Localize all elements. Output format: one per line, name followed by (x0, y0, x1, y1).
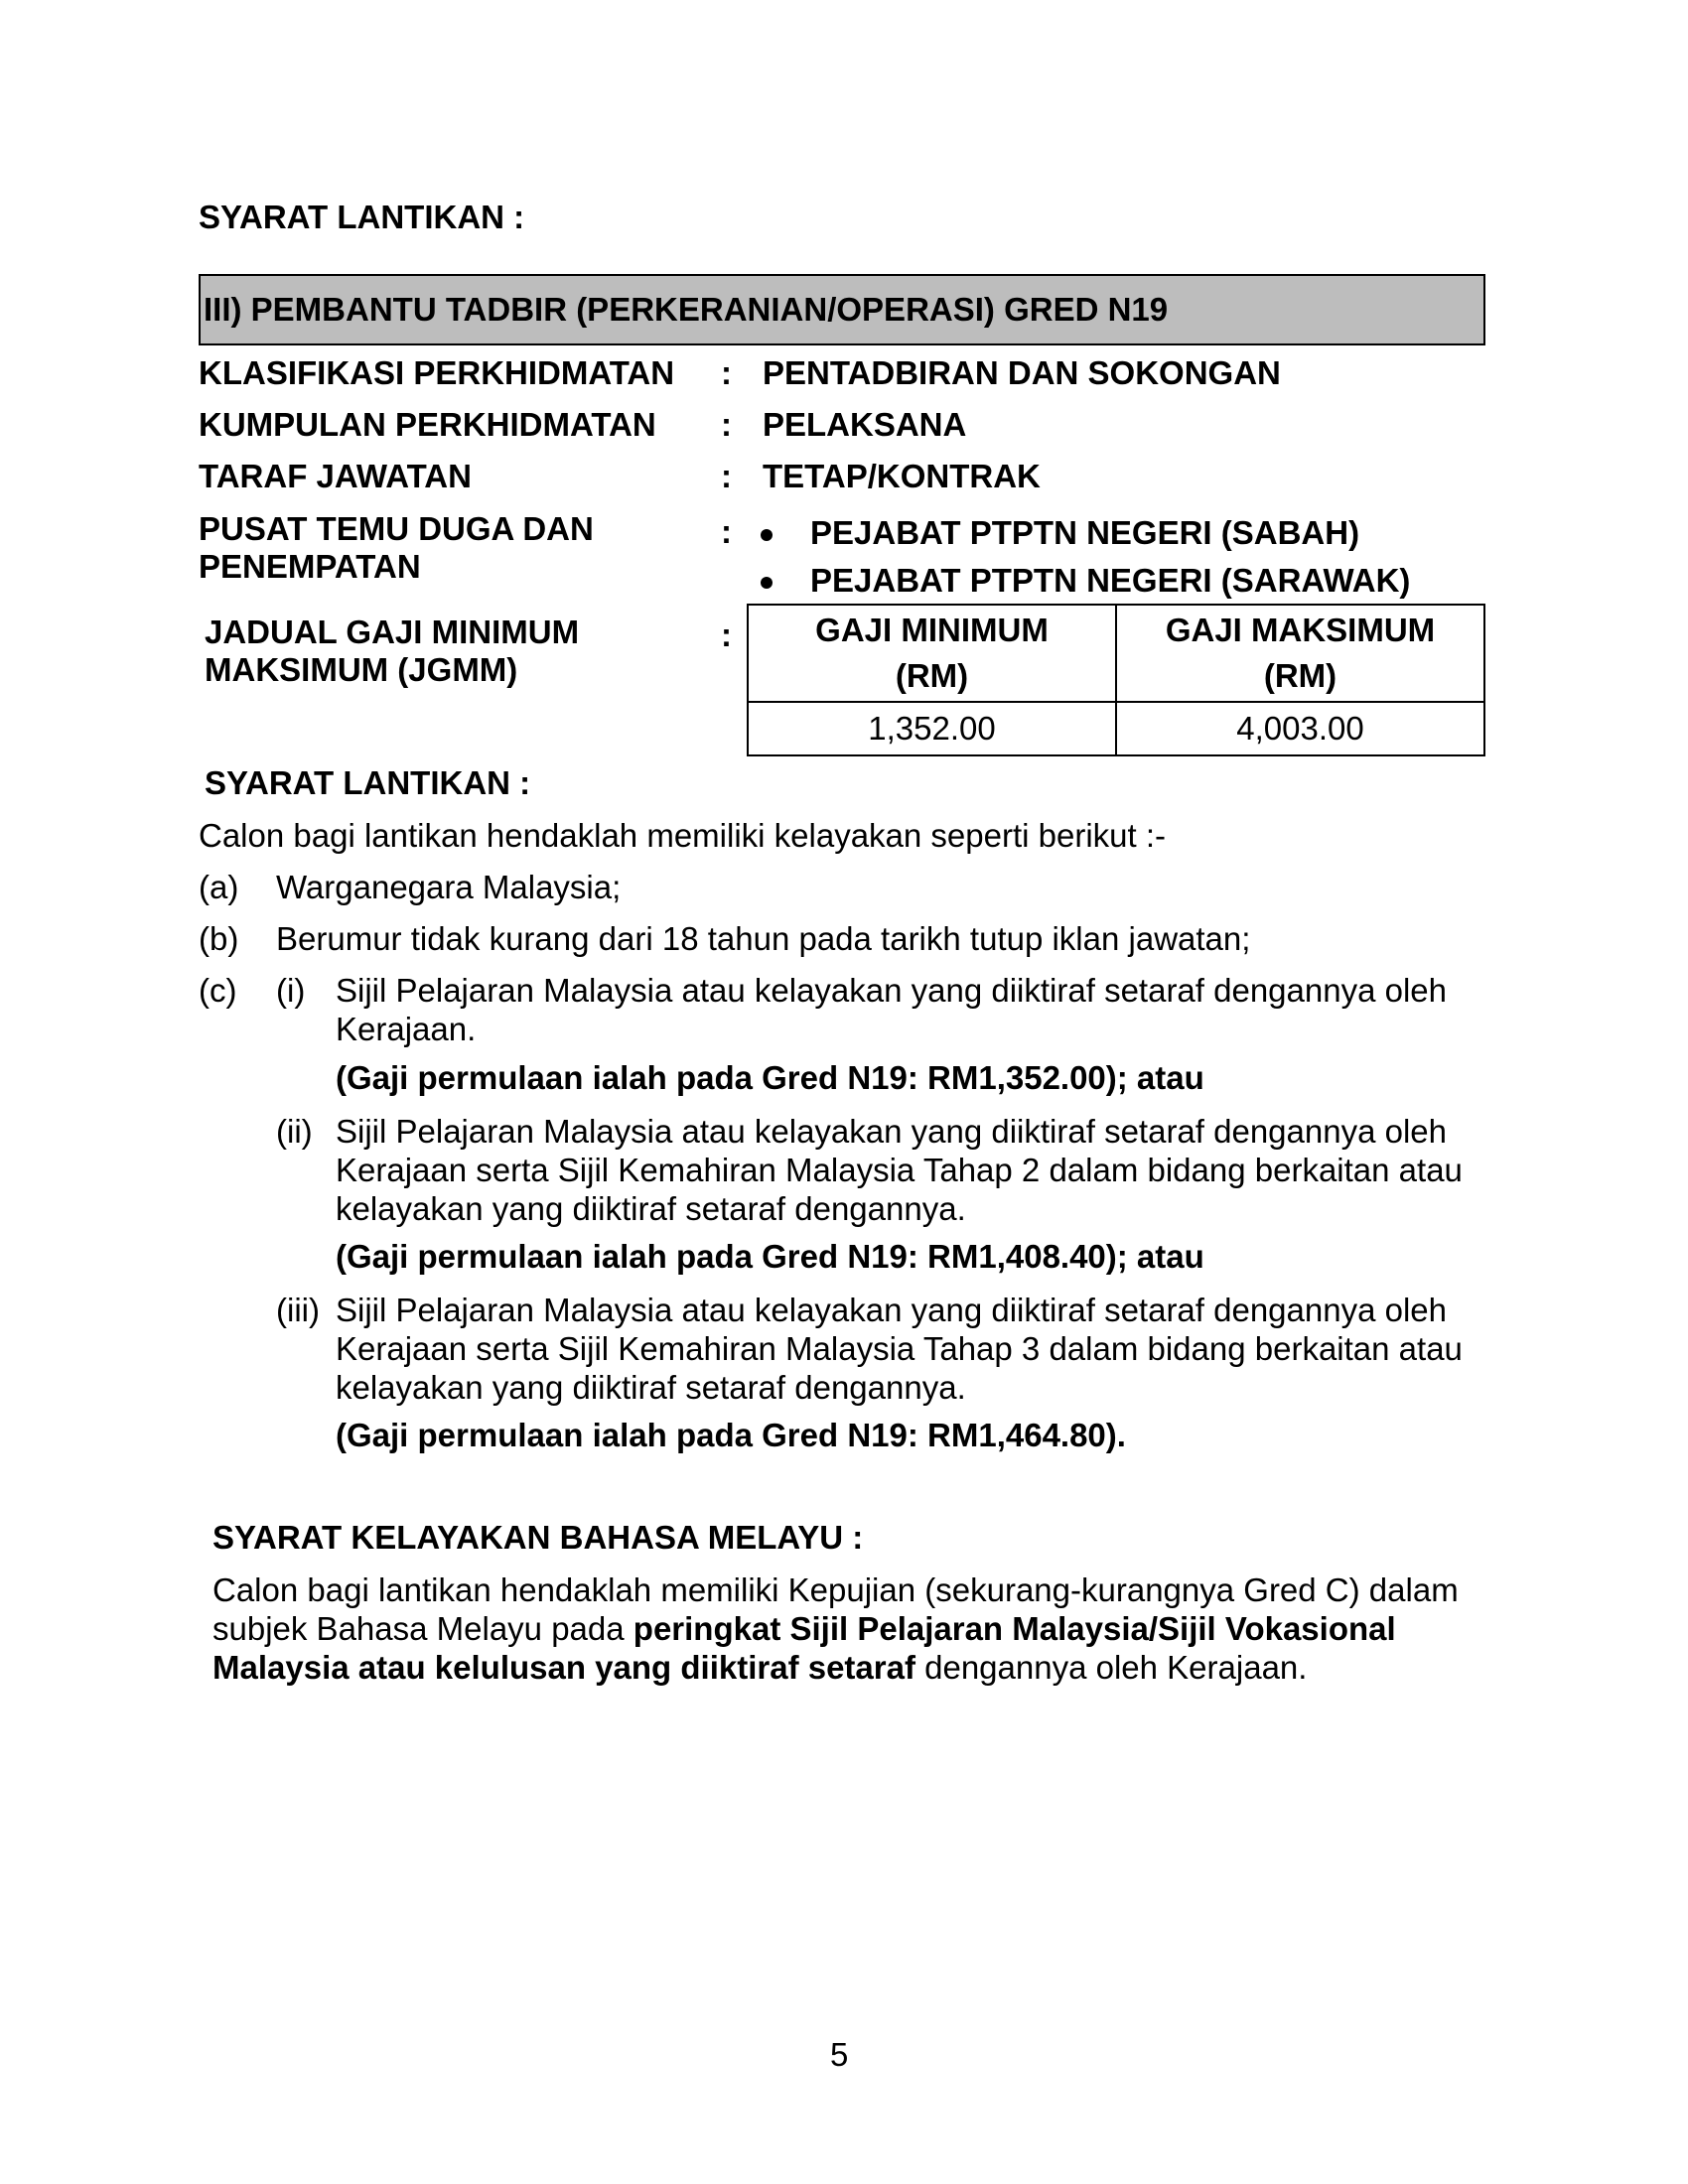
sub-item-iii-salary-note: (Gaji permulaan ialah pada Gred N19: RM1,464.80). (336, 1417, 1126, 1453)
sub-item-iii-line1: Sijil Pelajaran Malaysia atau kelayakan yang diiktiraf setaraf dengannya oleh (336, 1292, 1448, 1328)
colon: : (721, 354, 732, 391)
interview-centre-label-line2: PENEMPATAN (199, 548, 421, 585)
language-heading: SYARAT KELAYAKAN BAHASA MELAYU : (212, 1519, 864, 1556)
interview-centre-sabah: PEJABAT PTPTN NEGERI (SABAH) (810, 514, 1360, 551)
sub-item-iii-marker: (iii) (276, 1292, 320, 1328)
salary-max-header (1116, 605, 1484, 702)
colon: : (721, 458, 732, 494)
language-line2-plain: subjek Bahasa Melayu pada (212, 1610, 633, 1647)
colon: : (721, 406, 732, 443)
interview-centre-label-line1: PUSAT TEMU DUGA DAN (199, 510, 594, 547)
sub-item-ii-salary-note: (Gaji permulaan ialah pada Gred N19: RM1,408.40); atau (336, 1238, 1204, 1275)
item-c-marker: (c) (199, 972, 237, 1009)
colon: : (721, 616, 732, 653)
sub-item-iii-line3: kelayakan yang diiktiraf setaraf dengannya. (336, 1369, 966, 1406)
sub-item-i-text (336, 971, 1468, 1048)
salary-max-header-line1: GAJI MAKSIMUM (1165, 612, 1436, 648)
classification-label: KLASIFIKASI PERKHIDMATAN (199, 354, 675, 391)
position-status-label: TARAF JAWATAN (199, 458, 472, 494)
sub-item-ii-line2: Kerajaan serta Sijil Kemahiran Malaysia Tahap 2 dalam bidang berkaitan atau (336, 1152, 1463, 1188)
service-group-value: PELAKSANA (763, 406, 967, 443)
salary-max-value: 4,003.00 (1116, 702, 1484, 755)
sub-item-i-line2: Kerajaan. (336, 1011, 477, 1047)
sub-item-i-marker: (i) (276, 972, 306, 1009)
colon: : (721, 513, 732, 550)
language-line2-bold: peringkat Sijil Pelajaran Malaysia/Sijil Vokasional (633, 1610, 1396, 1647)
salary-min-header (748, 605, 1116, 702)
item-b-marker: (b) (199, 920, 239, 957)
bullet-icon (761, 529, 773, 541)
item-a-text: Warganegara Malaysia; (276, 869, 622, 905)
job-title-bar (199, 274, 1485, 345)
page-number: 5 (830, 2036, 849, 2073)
sub-item-iii-line2: Kerajaan serta Sijil Kemahiran Malaysia Tahap 3 dalam bidang berkaitan atau (336, 1330, 1463, 1367)
sub-item-i-line1: Sijil Pelajaran Malaysia atau kelayakan yang diiktiraf setaraf dengannya oleh (336, 972, 1448, 1009)
salary-min-header-line1: GAJI MINIMUM (815, 612, 1049, 648)
sub-item-ii-line3: kelayakan yang diiktiraf setaraf dengannya. (336, 1190, 966, 1227)
language-line1: Calon bagi lantikan hendaklah memiliki Kepujian (sekurang-kurangnya Gred C) dalam (212, 1571, 1459, 1608)
job-title: III) PEMBANTU TADBIR (PERKERANIAN/OPERASI) GRED N19 (204, 291, 1169, 328)
bullet-icon (761, 577, 773, 589)
sub-item-ii-text (336, 1112, 1468, 1228)
sub-item-i-salary-note: (Gaji permulaan ialah pada Gred N19: RM1,352.00); atau (336, 1059, 1204, 1096)
salary-table (747, 604, 1485, 756)
language-paragraph (212, 1570, 1474, 1687)
salary-min-header-line2: (RM) (895, 657, 969, 694)
salary-schedule-label-line1: JADUAL GAJI MINIMUM (205, 614, 580, 650)
language-line3-plain: dengannya oleh Kerajaan. (914, 1649, 1308, 1686)
language-line2 (212, 1609, 1474, 1648)
salary-min-value: 1,352.00 (748, 702, 1116, 755)
salary-max-header-line2: (RM) (1263, 657, 1337, 694)
salary-schedule-label-line2: MAKSIMUM (JGMM) (205, 651, 518, 688)
sub-item-ii-line1: Sijil Pelajaran Malaysia atau kelayakan yang diiktiraf setaraf dengannya oleh (336, 1113, 1448, 1150)
requirements-heading: SYARAT LANTIKAN : (205, 764, 531, 801)
requirements-intro: Calon bagi lantikan hendaklah memiliki kelayakan seperti berikut :- (199, 817, 1167, 854)
language-line3-bold: Malaysia atau kelulusan yang diiktiraf setaraf (212, 1649, 915, 1686)
interview-centre-sarawak: PEJABAT PTPTN NEGERI (SARAWAK) (810, 562, 1411, 599)
sub-item-iii-text (336, 1291, 1468, 1407)
page-heading: SYARAT LANTIKAN : (199, 199, 525, 235)
language-line3 (212, 1648, 1474, 1687)
item-b-text: Berumur tidak kurang dari 18 tahun pada tarikh tutup iklan jawatan; (276, 920, 1251, 957)
salary-schedule-label (205, 614, 579, 689)
sub-item-ii-marker: (ii) (276, 1113, 313, 1150)
interview-centre-label (199, 510, 594, 586)
position-status-value: TETAP/KONTRAK (763, 458, 1041, 494)
service-group-label: KUMPULAN PERKHIDMATAN (199, 406, 656, 443)
item-a-marker: (a) (199, 869, 239, 905)
classification-value: PENTADBIRAN DAN SOKONGAN (763, 354, 1281, 391)
